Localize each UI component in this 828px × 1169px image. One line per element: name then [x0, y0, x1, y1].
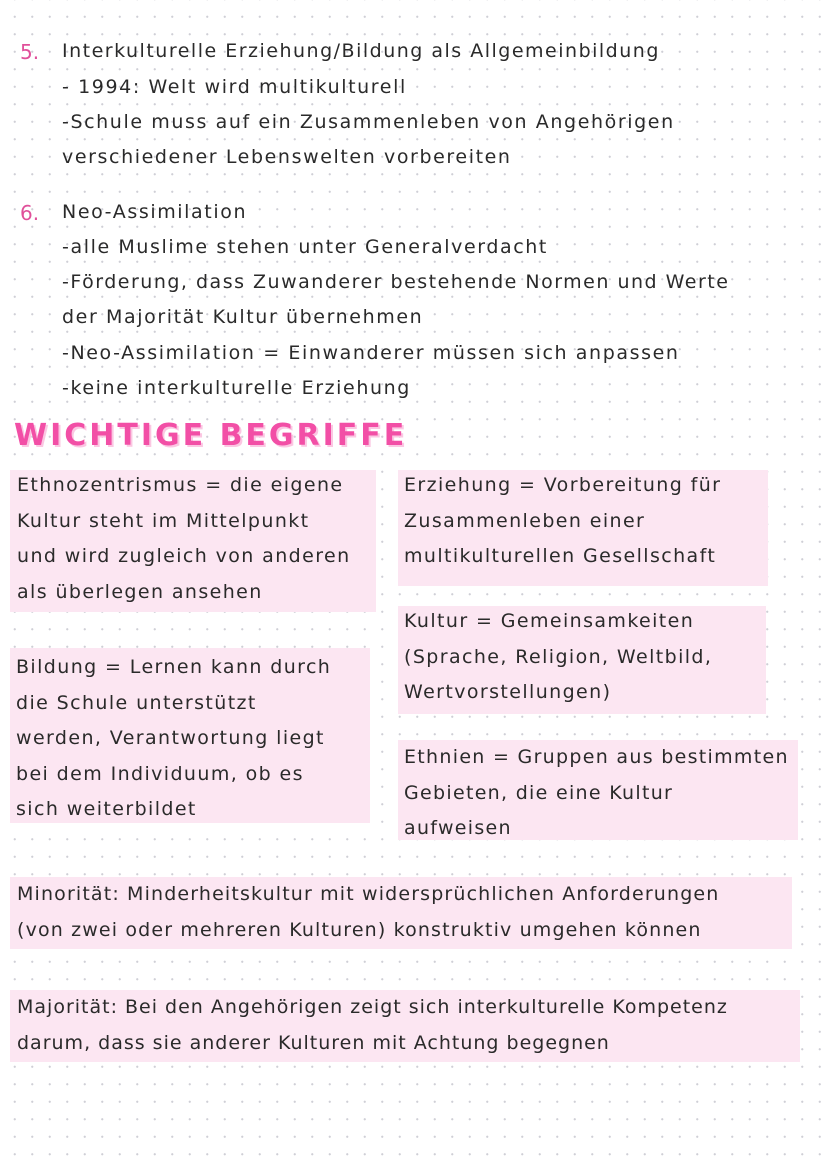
- term-line: bei dem Individuum, ob es: [16, 762, 304, 785]
- section-6-line: -Förderung, dass Zuwanderer bestehende Normen und Werte: [62, 271, 730, 293]
- section-6-number: 6.: [20, 201, 40, 225]
- term-line: Kultur steht im Mittelpunkt: [17, 509, 310, 532]
- section-6-line: -keine interkulturelle Erziehung: [62, 377, 411, 399]
- section-5-line: -Schule muss auf ein Zusammenleben von Angehörigen: [62, 111, 675, 133]
- term-line: die Schule unterstützt: [16, 691, 257, 714]
- term-line: Bildung = Lernen kann durch: [16, 656, 332, 678]
- glossary-heading: WICHTIGE BEGRIFFE: [14, 418, 408, 453]
- term-line: (Sprache, Religion, Weltbild,: [404, 645, 713, 668]
- section-6-line: der Majorität Kultur übernehmen: [62, 306, 424, 328]
- term-line: werden, Verantwortung liegt: [16, 727, 325, 749]
- term-line: und wird zugleich von anderen: [17, 545, 351, 567]
- term-line: Majorität: Bei den Angehörigen zeigt sich interkulturelle Kompetenz: [17, 996, 728, 1018]
- section-5-line: verschiedener Lebenswelten vorbereiten: [62, 146, 512, 168]
- term-line: (von zwei oder mehreren Kulturen) konstruktiv umgehen können: [17, 918, 702, 941]
- term-ethnien: [404, 740, 789, 847]
- section-6-line: -Neo-Assimilation = Einwanderer müssen sich anpassen: [62, 342, 680, 364]
- section-6-title: Neo-Assimilation: [62, 201, 248, 223]
- term-kultur: [404, 604, 712, 711]
- term-bildung: [16, 650, 331, 828]
- term-line: Ethnien = Gruppen aus bestimmten: [404, 746, 789, 768]
- term-line: aufweisen: [404, 817, 512, 839]
- term-line: Gebieten, die eine Kultur: [404, 781, 674, 804]
- term-ethnozentrismus: [17, 468, 351, 610]
- section-5-title: Interkulturelle Erziehung/Bildung als Allgemeinbildung: [62, 40, 660, 62]
- term-line: Erziehung = Vorbereitung für: [404, 474, 722, 496]
- term-line: multikulturellen Gesellschaft: [404, 545, 717, 567]
- term-line: Wertvorstellungen): [404, 681, 612, 703]
- term-line: Ethnozentrismus = die eigene: [17, 474, 344, 496]
- term-line: Zusammenleben einer: [404, 509, 646, 532]
- term-line: sich weiterbildet: [16, 798, 197, 820]
- section-5-number: 5.: [20, 40, 40, 64]
- term-majoritaet: [17, 990, 728, 1061]
- term-line: Minorität: Minderheitskultur mit widersprüchlichen Anforderungen: [17, 883, 720, 905]
- section-5-line: - 1994: Welt wird multikulturell: [62, 76, 407, 98]
- term-line: als überlegen ansehen: [17, 580, 263, 603]
- term-line: Kultur = Gemeinsamkeiten: [404, 610, 695, 632]
- section-6-line: -alle Muslime stehen unter Generalverdacht: [62, 236, 548, 258]
- term-minoritaet: [17, 877, 719, 948]
- term-line: darum, dass sie anderer Kulturen mit Achtung begegnen: [17, 1031, 610, 1054]
- term-erziehung: [404, 468, 721, 575]
